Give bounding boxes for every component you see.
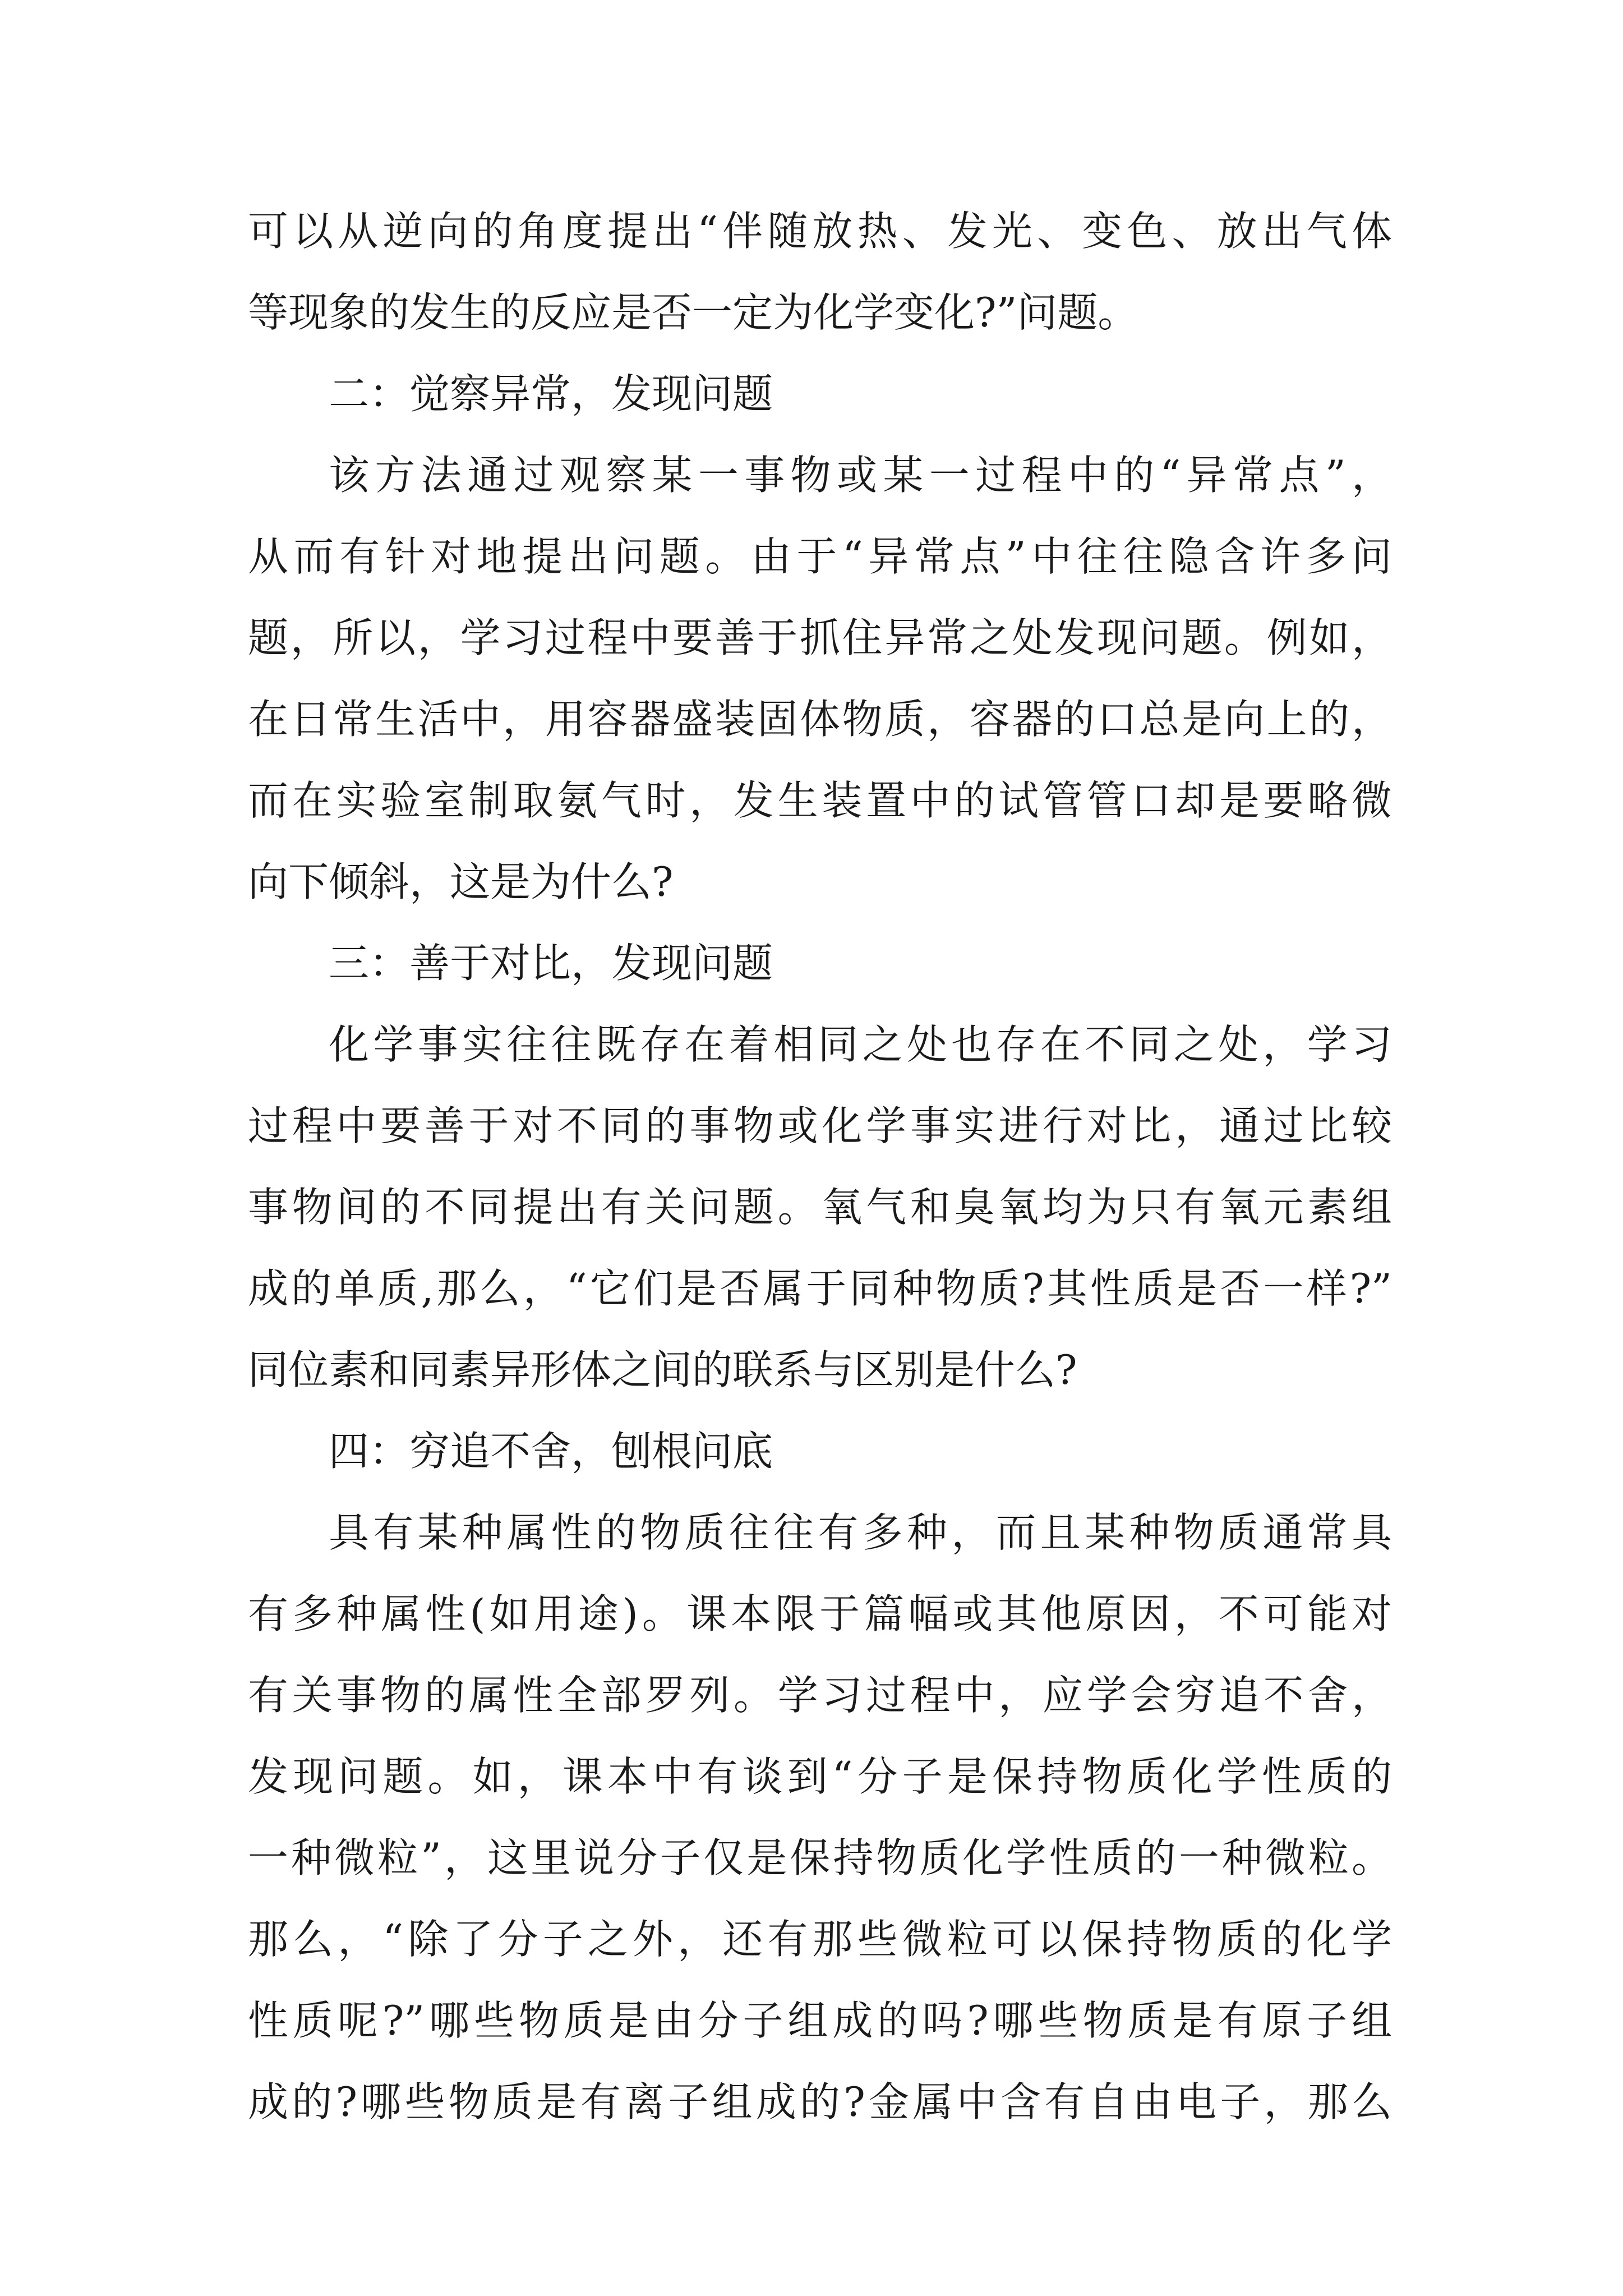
text-line: 题，所以，学习过程中要善于抓住异常之处发现问题。例如，	[248, 614, 1392, 661]
text-line: 而在实验室制取氨气时，发生装置中的试管管口却是要略微	[248, 777, 1392, 824]
text-line: 等现象的发生的反应是否一定为化学变化?”问题。	[248, 289, 1138, 336]
text-line: 那么，“除了分子之外，还有那些微粒可以保持物质的化学	[248, 1916, 1392, 1963]
text-line: 该方法通过观察某一事物或某一过程中的“异常点”，	[329, 452, 1392, 499]
text-line: 具有某种属性的物质往往有多种，而且某种物质通常具	[329, 1509, 1392, 1556]
text-line: 可以从逆向的角度提出“伴随放热、发光、变色、放出气体	[248, 208, 1392, 255]
text-line: 成的?哪些物质是有离子组成的?金属中含有自由电子，那么	[248, 2078, 1392, 2125]
text-line: 过程中要善于对不同的事物或化学事实进行对比，通过比较	[248, 1102, 1392, 1149]
text-line: 事物间的不同提出有关问题。氧气和臭氧均为只有氧元素组	[248, 1184, 1392, 1231]
section-heading: 二：觉察异常，发现问题	[329, 370, 773, 417]
text-line: 从而有针对地提出问题。由于“异常点”中往往隐含许多问	[248, 533, 1392, 580]
body-text	[248, 191, 1392, 2143]
section-heading: 四：穷追不舍，刨根问底	[329, 1428, 773, 1475]
text-line: 有关事物的属性全部罗列。学习过程中，应学会穷追不舍，	[248, 1672, 1392, 1719]
text-line: 向下倾斜，这是为什么?	[248, 858, 674, 905]
section-heading: 三：善于对比，发现问题	[329, 940, 773, 987]
text-line: 同位素和同素异形体之间的联系与区别是什么?	[248, 1346, 1077, 1393]
text-line: 在日常生活中，用容器盛装固体物质，容器的口总是向上的，	[248, 696, 1392, 743]
text-line: 成的单质,那么，“它们是否属于同种物质?其性质是否一样?”	[248, 1265, 1392, 1312]
text-line: 化学事实往往既存在着相同之处也存在不同之处，学习	[329, 1021, 1392, 1068]
text-line: 一种微粒”，这里说分子仅是保持物质化学性质的一种微粒。	[248, 1834, 1392, 1881]
text-line: 性质呢?”哪些物质是由分子组成的吗?哪些物质是有原子组	[248, 1997, 1392, 2044]
text-line: 有多种属性(如用途)。课本限于篇幅或其他原因，不可能对	[248, 1590, 1392, 1637]
text-line: 发现问题。如，课本中有谈到“分子是保持物质化学性质的	[248, 1753, 1392, 1800]
